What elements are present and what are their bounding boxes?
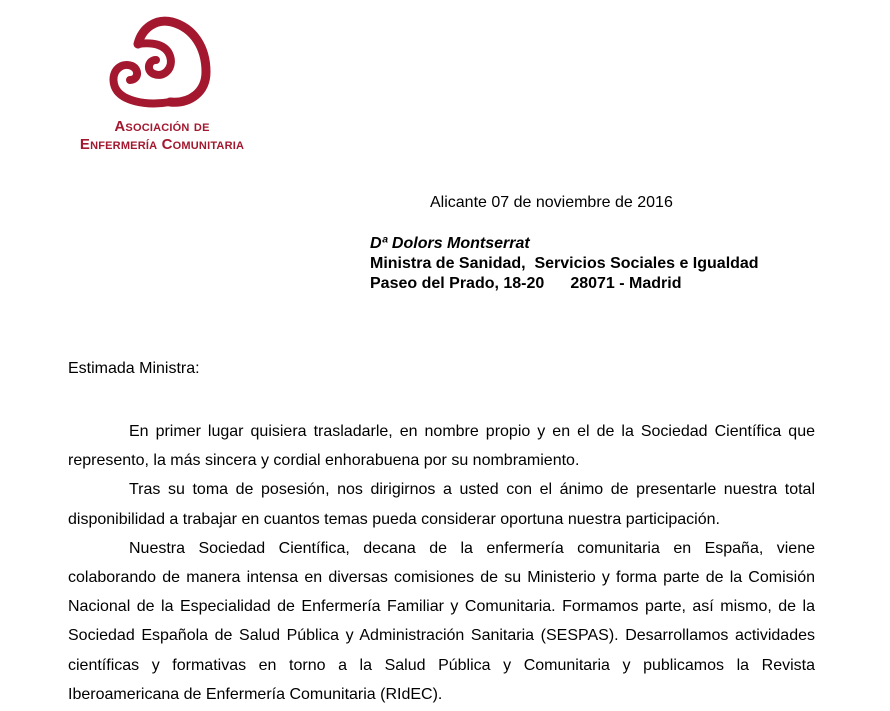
recipient-name: Dª Dolors Montserrat	[370, 235, 530, 252]
recipient-street: Paseo del Prado, 18-20	[370, 275, 545, 292]
logo-line-2: Enfermería Comunitaria	[79, 136, 245, 153]
recipient-block	[370, 234, 759, 294]
logo-line-1: Asociación de	[114, 118, 210, 135]
logo-wordmark	[62, 118, 262, 154]
letter-body	[68, 417, 815, 709]
recipient-city: 28071 - Madrid	[570, 275, 682, 292]
paragraph: Tras su toma de posesión, nos dirigirnos a usted con el ánimo de presentarle nuestra total disponibilidad a trabajar en cuantos temas pueda considerar oportuna nuestra participación.	[68, 481, 815, 528]
paragraph: En primer lugar quisiera trasladarle, en nombre propio y en el de la Sociedad Científica que represento, la más sincera y cordial enhorabuena por su nombramiento.	[68, 423, 815, 470]
salutation: Estimada Ministra:	[68, 360, 200, 377]
letter-date: Alicante 07 de noviembre de 2016	[430, 194, 673, 211]
recipient-address	[370, 274, 759, 294]
paragraph: Nuestra Sociedad Científica, decana de la enfermería comunitaria en España, viene colaborando de manera intensa en diversas comisiones de su Ministerio y forma parte de la Comisión Nacional de la Especialidad de Enfermería Familiar y Comunitaria. Formamos parte, así mismo, de la Sociedad Española de Salud Pública y Administración Sanitaria (SESPAS). Desarrollamos actividades científicas y formativas en torno a la Salud Pública y Comunitaria y publicamos la Revista Iberoamericana de Enfermería Comunitaria (RIdEC).	[68, 539, 815, 703]
recipient-title: Ministra de Sanidad, Servicios Sociales e Igualdad	[370, 255, 759, 272]
association-logo	[62, 14, 262, 154]
spiral-logo-icon	[108, 14, 212, 108]
